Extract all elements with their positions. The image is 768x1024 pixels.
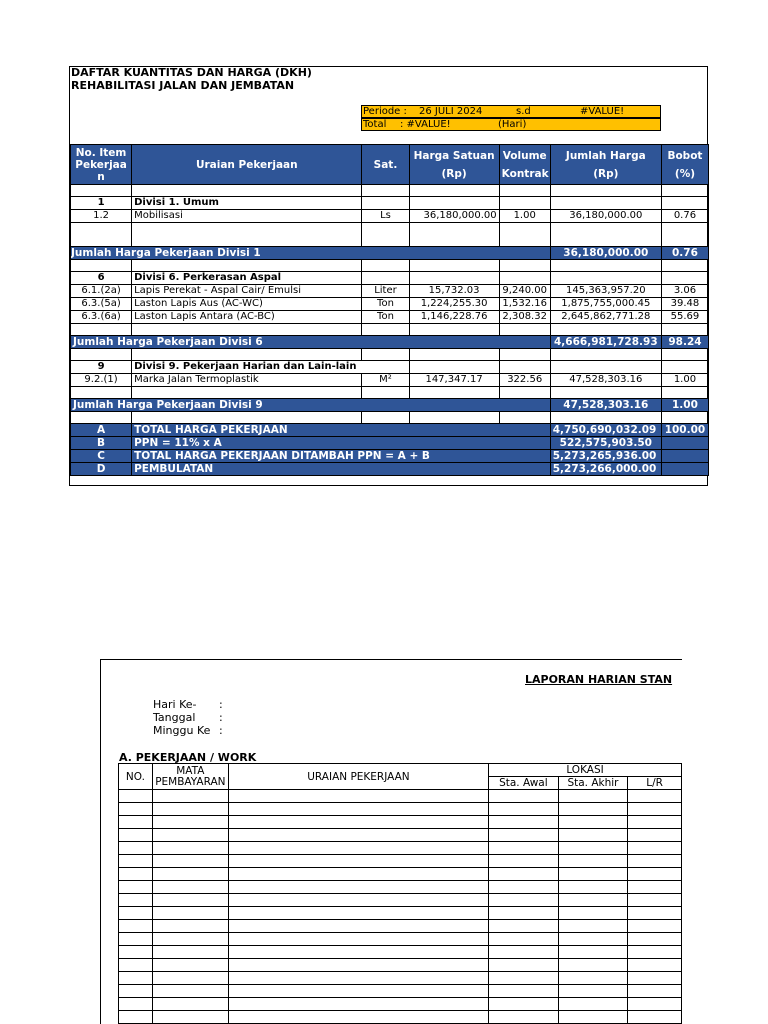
work-empty-cell	[119, 998, 153, 1011]
work-empty-cell	[119, 816, 153, 829]
total-bobot: 100.00	[661, 424, 708, 437]
total-row	[71, 463, 709, 476]
work-empty-row	[119, 946, 682, 959]
work-empty-cell	[558, 790, 628, 803]
work-empty-cell	[228, 946, 488, 959]
work-empty-cell	[628, 920, 682, 933]
work-empty-cell	[558, 881, 628, 894]
subtotal-row	[71, 399, 709, 412]
item-jumlah: 2,645,862,771.28	[550, 311, 661, 324]
work-empty-cell	[152, 829, 228, 842]
work-empty-cell	[489, 842, 559, 855]
work-empty-row	[119, 868, 682, 881]
subtotal-row	[71, 336, 709, 349]
item-no: 1.2	[71, 210, 132, 223]
item-sat: Ton	[362, 298, 409, 311]
work-empty-cell	[628, 829, 682, 842]
spacer-row	[71, 223, 709, 247]
hari-ke-label: Hari Ke-	[153, 698, 197, 711]
col-bobot: Bobot (%)	[661, 145, 708, 185]
item-bobot: 3.06	[661, 285, 708, 298]
divisi-no: 9	[71, 361, 132, 374]
work-empty-row	[119, 790, 682, 803]
work-empty-cell	[119, 868, 153, 881]
spacer-row	[71, 324, 709, 336]
dkh-table	[70, 144, 709, 476]
work-empty-row	[119, 920, 682, 933]
col-uraian: Uraian Pekerjaan	[132, 145, 362, 185]
col-uraian-pekerjaan: URAIAN PEKERJAAN	[228, 764, 488, 790]
laporan-harian-sheet	[100, 659, 682, 1024]
work-empty-row	[119, 842, 682, 855]
work-header-row	[119, 764, 682, 777]
tanggal-row	[153, 711, 223, 724]
work-empty-cell	[628, 894, 682, 907]
item-harga: 36,180,000.00	[409, 210, 499, 223]
work-empty-cell	[152, 933, 228, 946]
work-empty-cell	[119, 985, 153, 998]
work-empty-cell	[628, 881, 682, 894]
work-empty-cell	[558, 920, 628, 933]
work-empty-cell	[119, 803, 153, 816]
work-empty-row	[119, 829, 682, 842]
total-code: B	[71, 437, 132, 450]
minggu-ke-row	[153, 724, 223, 737]
work-empty-cell	[228, 881, 488, 894]
work-empty-cell	[228, 842, 488, 855]
divisi-name: Divisi 9. Pekerjaan Harian dan Lain-lain	[132, 361, 409, 374]
period-label: Periode :	[363, 106, 407, 117]
tanggal-label: Tanggal	[153, 711, 196, 724]
work-empty-cell	[228, 907, 488, 920]
work-empty-row	[119, 855, 682, 868]
work-empty-cell	[119, 920, 153, 933]
work-empty-cell	[628, 972, 682, 985]
work-empty-cell	[119, 855, 153, 868]
total-code: A	[71, 424, 132, 437]
col-lr: L/R	[628, 777, 682, 790]
work-empty-row	[119, 998, 682, 1011]
work-empty-cell	[489, 998, 559, 1011]
work-empty-cell	[152, 907, 228, 920]
work-empty-row	[119, 894, 682, 907]
work-empty-cell	[489, 933, 559, 946]
col-sta-akhir: Sta. Akhir	[558, 777, 628, 790]
work-empty-cell	[119, 1011, 153, 1024]
work-empty-cell	[119, 946, 153, 959]
work-empty-cell	[558, 998, 628, 1011]
work-empty-cell	[152, 985, 228, 998]
item-volume: 1,532.16	[499, 298, 550, 311]
section-title: A. PEKERJAAN / WORK	[119, 751, 257, 764]
item-harga: 1,224,255.30	[409, 298, 499, 311]
item-jumlah: 1,875,755,000.45	[550, 298, 661, 311]
subtotal-value: 47,528,303.16	[550, 399, 661, 412]
work-empty-cell	[152, 946, 228, 959]
item-harga: 1,146,228.76	[409, 311, 499, 324]
minggu-ke-label: Minggu Ke	[153, 724, 211, 737]
table-row	[71, 311, 709, 324]
total-code: C	[71, 450, 132, 463]
work-empty-cell	[489, 959, 559, 972]
work-empty-cell	[558, 907, 628, 920]
total-row	[71, 450, 709, 463]
work-empty-cell	[558, 933, 628, 946]
divisi-heading	[71, 272, 709, 285]
col-no-item: No. Item Pekerjaa n	[71, 145, 132, 185]
work-empty-row	[119, 985, 682, 998]
minggu-ke-colon: :	[219, 724, 223, 737]
work-empty-cell	[628, 868, 682, 881]
total-value: : #VALUE!	[400, 119, 451, 130]
work-empty-cell	[489, 920, 559, 933]
hari-ke-row	[153, 698, 223, 711]
item-volume: 1.00	[499, 210, 550, 223]
work-empty-cell	[152, 1011, 228, 1024]
subtotal-label: Jumlah Harga Pekerjaan Divisi 1	[71, 247, 551, 260]
work-empty-cell	[558, 803, 628, 816]
col-sta-awal: Sta. Awal	[489, 777, 559, 790]
work-empty-cell	[489, 803, 559, 816]
work-empty-cell	[628, 803, 682, 816]
work-empty-cell	[119, 790, 153, 803]
period-sd: s.d	[516, 106, 531, 117]
work-empty-cell	[119, 959, 153, 972]
col-lokasi: LOKASI	[489, 764, 682, 777]
col-harga-satuan: Harga Satuan (Rp)	[409, 145, 499, 185]
work-empty-cell	[489, 868, 559, 881]
divisi-name: Divisi 6. Perkerasan Aspal	[132, 272, 362, 285]
work-empty-cell	[558, 959, 628, 972]
work-empty-cell	[558, 829, 628, 842]
item-harga: 147,347.17	[409, 374, 499, 387]
subtotal-bobot: 0.76	[661, 247, 708, 260]
work-empty-cell	[489, 816, 559, 829]
work-empty-cell	[119, 829, 153, 842]
work-empty-row	[119, 881, 682, 894]
work-empty-cell	[152, 855, 228, 868]
work-empty-row	[119, 907, 682, 920]
work-empty-cell	[152, 803, 228, 816]
work-empty-cell	[558, 816, 628, 829]
work-empty-cell	[628, 933, 682, 946]
spacer-row	[71, 185, 709, 197]
work-empty-cell	[152, 920, 228, 933]
total-bobot	[661, 437, 708, 450]
total-value: 4,750,690,032.09	[550, 424, 661, 437]
work-empty-cell	[628, 1011, 682, 1024]
work-empty-cell	[628, 790, 682, 803]
col-sat: Sat.	[362, 145, 409, 185]
table-row	[71, 285, 709, 298]
work-empty-cell	[558, 842, 628, 855]
spacer-row	[71, 387, 709, 399]
item-harga: 15,732.03	[409, 285, 499, 298]
work-empty-cell	[152, 894, 228, 907]
total-label: Total	[363, 119, 387, 130]
work-empty-cell	[489, 790, 559, 803]
work-empty-cell	[119, 933, 153, 946]
work-empty-cell	[152, 842, 228, 855]
work-empty-cell	[119, 881, 153, 894]
work-empty-cell	[628, 855, 682, 868]
total-label: PEMBULATAN	[132, 463, 551, 476]
item-sat: M²	[362, 374, 409, 387]
work-empty-cell	[558, 868, 628, 881]
work-empty-row	[119, 959, 682, 972]
item-no: 6.3.(5a)	[71, 298, 132, 311]
work-empty-cell	[152, 972, 228, 985]
work-empty-cell	[152, 816, 228, 829]
subtotal-value: 36,180,000.00	[550, 247, 661, 260]
work-empty-row	[119, 803, 682, 816]
total-days-row	[361, 118, 661, 131]
work-empty-cell	[558, 946, 628, 959]
dkh-sheet	[69, 66, 708, 486]
total-hari: (Hari)	[498, 119, 527, 130]
item-volume: 322.56	[499, 374, 550, 387]
work-empty-cell	[228, 998, 488, 1011]
work-empty-cell	[628, 946, 682, 959]
item-uraian: Mobilisasi	[132, 210, 362, 223]
subtotal-bobot: 98.24	[661, 336, 708, 349]
table-row	[71, 210, 709, 223]
total-bobot	[661, 463, 708, 476]
period-date: 26 JULI 2024	[419, 106, 483, 117]
item-uraian: Laston Lapis Aus (AC-WC)	[132, 298, 362, 311]
divisi-heading	[71, 361, 709, 374]
work-empty-cell	[228, 1011, 488, 1024]
work-empty-row	[119, 816, 682, 829]
work-empty-cell	[228, 920, 488, 933]
work-empty-cell	[152, 959, 228, 972]
work-empty-cell	[628, 907, 682, 920]
work-empty-cell	[489, 829, 559, 842]
table-row	[71, 374, 709, 387]
dkh-title-line2: REHABILITASI JALAN DAN JEMBATAN	[71, 79, 295, 92]
col-volume: Volume Kontrak	[499, 145, 550, 185]
spacer-row	[71, 412, 709, 424]
item-jumlah: 47,528,303.16	[550, 374, 661, 387]
work-empty-row	[119, 1011, 682, 1024]
total-label: TOTAL HARGA PEKERJAAN DITAMBAH PPN = A + B	[132, 450, 551, 463]
dkh-header-row	[71, 145, 709, 185]
item-bobot: 55.69	[661, 311, 708, 324]
work-empty-cell	[228, 933, 488, 946]
work-table	[118, 763, 682, 1024]
work-empty-cell	[628, 959, 682, 972]
work-empty-cell	[628, 985, 682, 998]
col-no: NO.	[119, 764, 153, 790]
dkh-title-line1: DAFTAR KUANTITAS DAN HARGA (DKH)	[71, 66, 312, 79]
item-sat: Liter	[362, 285, 409, 298]
work-empty-cell	[228, 985, 488, 998]
subtotal-row	[71, 247, 709, 260]
work-empty-cell	[119, 842, 153, 855]
total-bobot	[661, 450, 708, 463]
work-empty-row	[119, 972, 682, 985]
total-row	[71, 437, 709, 450]
work-empty-cell	[119, 907, 153, 920]
work-empty-cell	[119, 894, 153, 907]
divisi-name: Divisi 1. Umum	[132, 197, 362, 210]
spacer-row	[71, 349, 709, 361]
total-code: D	[71, 463, 132, 476]
col-jumlah: Jumlah Harga (Rp)	[550, 145, 661, 185]
total-row	[71, 424, 709, 437]
work-empty-cell	[152, 998, 228, 1011]
work-empty-cell	[228, 790, 488, 803]
item-bobot: 39.48	[661, 298, 708, 311]
subtotal-value: 4,666,981,728.93	[550, 336, 661, 349]
work-empty-cell	[489, 946, 559, 959]
total-value: 522,575,903.50	[550, 437, 661, 450]
item-jumlah: 145,363,957.20	[550, 285, 661, 298]
period-row	[361, 105, 661, 118]
work-empty-cell	[558, 855, 628, 868]
work-empty-cell	[489, 894, 559, 907]
work-empty-cell	[558, 985, 628, 998]
tanggal-colon: :	[219, 711, 223, 724]
item-bobot: 0.76	[661, 210, 708, 223]
work-empty-cell	[558, 972, 628, 985]
work-empty-cell	[228, 894, 488, 907]
work-empty-cell	[228, 803, 488, 816]
divisi-no: 6	[71, 272, 132, 285]
work-empty-cell	[228, 959, 488, 972]
divisi-no: 1	[71, 197, 132, 210]
item-no: 6.3.(6a)	[71, 311, 132, 324]
period-end: #VALUE!	[580, 106, 625, 117]
work-empty-cell	[152, 868, 228, 881]
item-volume: 9,240.00	[499, 285, 550, 298]
item-no: 9.2.(1)	[71, 374, 132, 387]
work-empty-cell	[119, 972, 153, 985]
item-uraian: Marka Jalan Termoplastik	[132, 374, 362, 387]
work-empty-cell	[228, 816, 488, 829]
work-empty-cell	[489, 881, 559, 894]
item-sat: Ton	[362, 311, 409, 324]
hari-ke-colon: :	[219, 698, 223, 711]
item-uraian: Lapis Perekat - Aspal Cair/ Emulsi	[132, 285, 362, 298]
divisi-heading	[71, 197, 709, 210]
work-empty-cell	[152, 881, 228, 894]
work-empty-cell	[152, 790, 228, 803]
col-mata-pembayaran: MATA PEMBAYARAN	[152, 764, 228, 790]
spacer-row	[71, 260, 709, 272]
work-empty-row	[119, 933, 682, 946]
work-empty-cell	[489, 855, 559, 868]
work-empty-cell	[628, 842, 682, 855]
item-volume: 2,308.32	[499, 311, 550, 324]
subtotal-bobot: 1.00	[661, 399, 708, 412]
laporan-title: LAPORAN HARIAN STAN	[525, 673, 673, 686]
work-empty-cell	[489, 985, 559, 998]
total-value: 5,273,266,000.00	[550, 463, 661, 476]
work-empty-cell	[489, 972, 559, 985]
total-label: PPN = 11% x A	[132, 437, 551, 450]
work-empty-cell	[228, 868, 488, 881]
subtotal-label: Jumlah Harga Pekerjaan Divisi 9	[71, 399, 551, 412]
item-sat: Ls	[362, 210, 409, 223]
subtotal-label: Jumlah Harga Pekerjaan Divisi 6	[71, 336, 551, 349]
work-empty-cell	[558, 894, 628, 907]
item-no: 6.1.(2a)	[71, 285, 132, 298]
work-empty-cell	[489, 907, 559, 920]
work-empty-cell	[228, 972, 488, 985]
work-empty-cell	[228, 855, 488, 868]
table-row	[71, 298, 709, 311]
item-jumlah: 36,180,000.00	[550, 210, 661, 223]
work-empty-cell	[489, 1011, 559, 1024]
total-label: TOTAL HARGA PEKERJAAN	[132, 424, 551, 437]
total-value: 5,273,265,936.00	[550, 450, 661, 463]
work-empty-cell	[628, 998, 682, 1011]
item-uraian: Laston Lapis Antara (AC-BC)	[132, 311, 362, 324]
item-bobot: 1.00	[661, 374, 708, 387]
work-empty-cell	[228, 829, 488, 842]
work-empty-cell	[628, 816, 682, 829]
work-empty-cell	[558, 1011, 628, 1024]
